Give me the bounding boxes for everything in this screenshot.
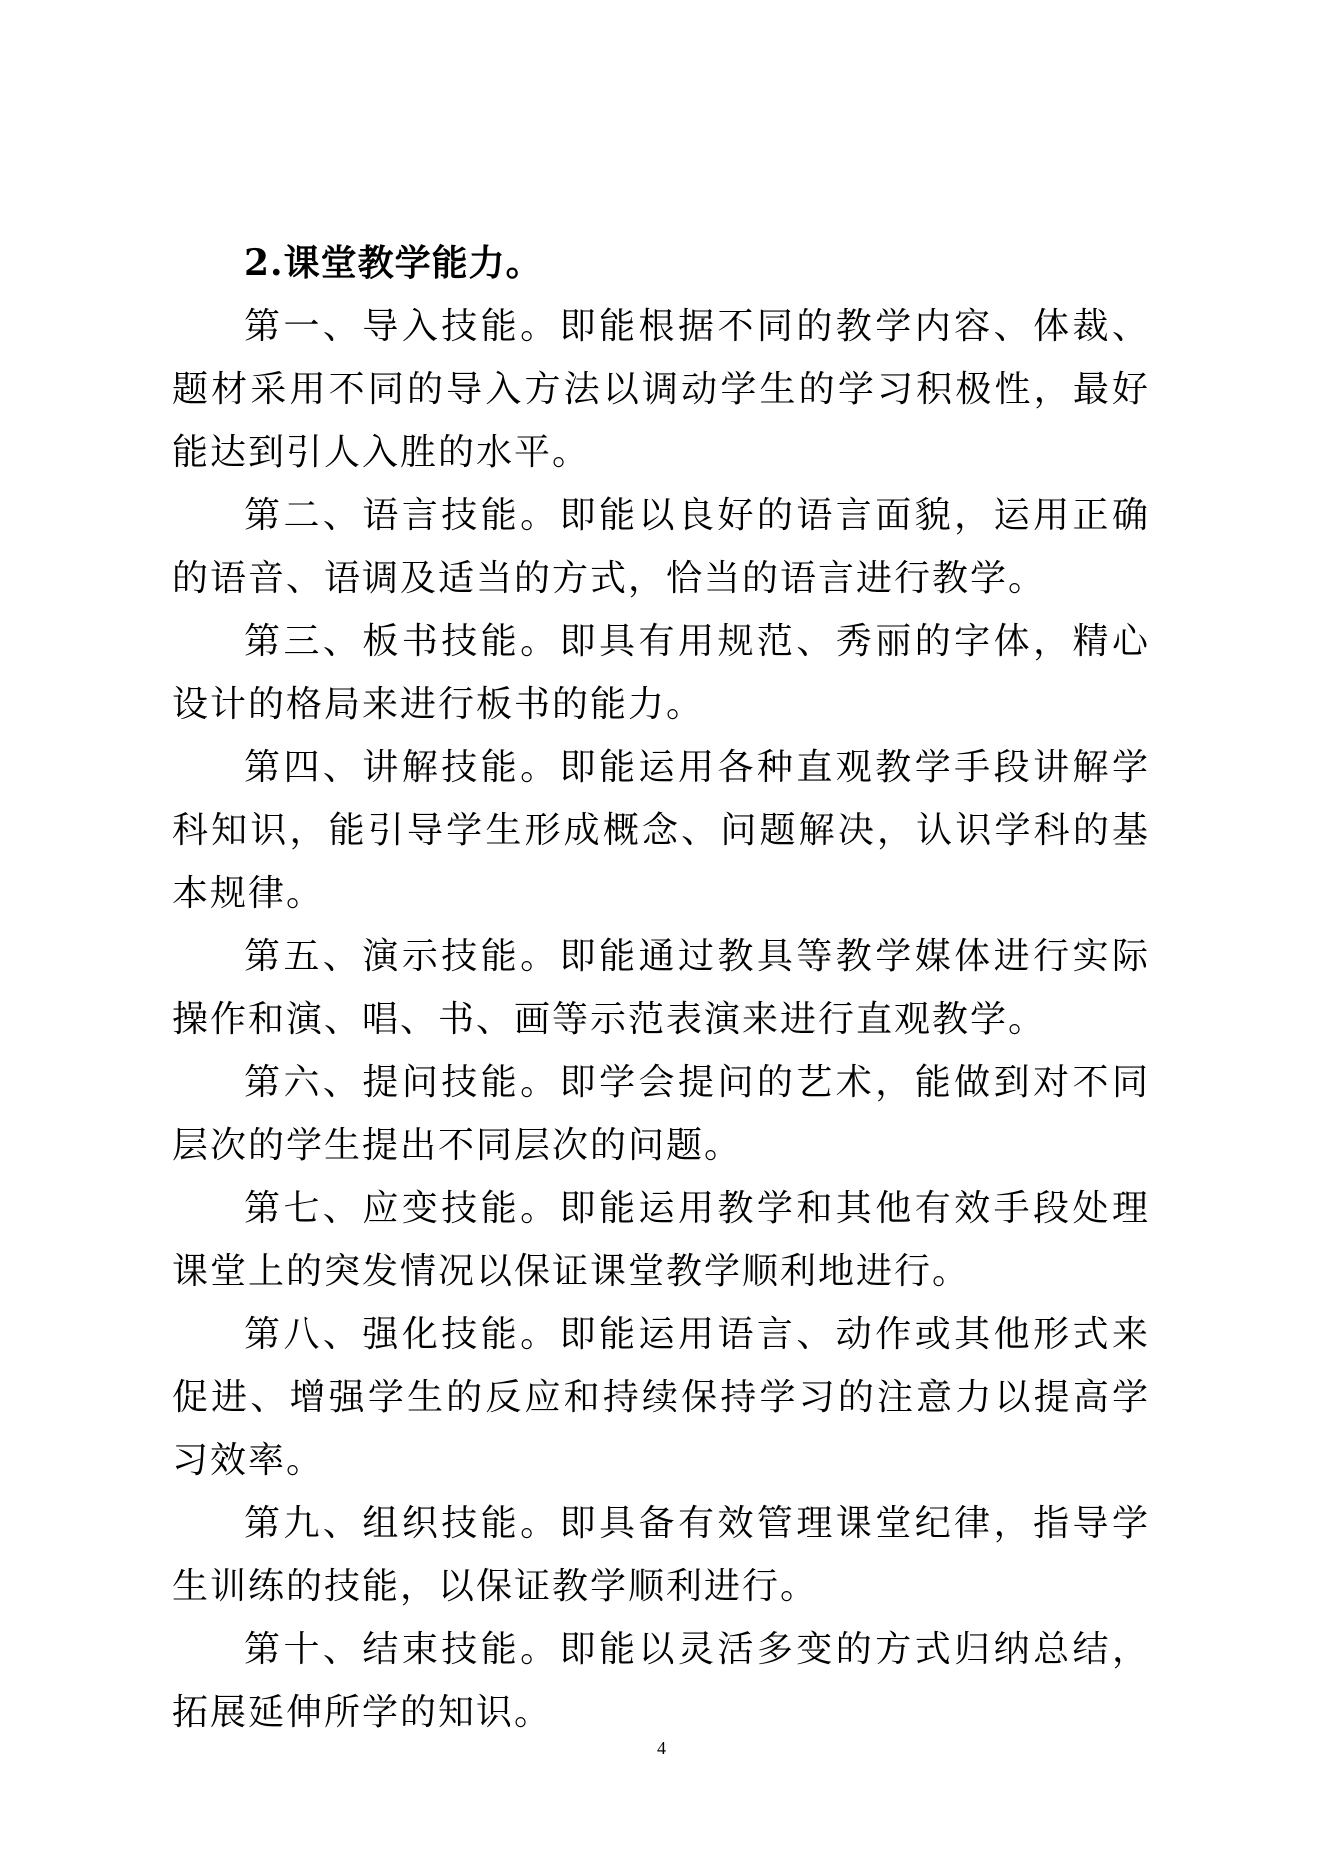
paragraph-10: 第十、结束技能。即能以灵活多变的方式归纳总结，拓展延伸所学的知识。 — [172, 1629, 1150, 1733]
paragraph-6: 第六、提问技能。即学会提问的艺术，能做到对不同层次的学生提出不同层次的问题。 — [172, 1062, 1150, 1166]
paragraph-3: 第三、板书技能。即具有用规范、秀丽的字体，精心设计的格局来进行板书的能力。 — [172, 621, 1150, 725]
paragraph-8: 第八、强化技能。即能运用语言、动作或其他形式来促进、增强学生的反应和持续保持学习的注意力以提高学习效率。 — [172, 1314, 1150, 1481]
page-number: 4 — [657, 1738, 666, 1758]
paragraph-5: 第五、演示技能。即能通过教具等教学媒体进行实际操作和演、唱、书、画等示范表演来进行直观教学。 — [172, 936, 1150, 1040]
paragraph-4: 第四、讲解技能。即能运用各种直观教学手段讲解学科知识，能引导学生形成概念、问题解决，认识学科的基本规律。 — [172, 747, 1150, 914]
paragraph-1: 第一、导入技能。即能根据不同的教学内容、体裁、题材采用不同的导入方法以调动学生的学习积极性，最好能达到引人入胜的水平。 — [172, 306, 1150, 473]
document-body — [172, 232, 1150, 1744]
section-heading: 2.课堂教学能力。 — [244, 242, 543, 284]
paragraph-7: 第七、应变技能。即能运用教学和其他有效手段处理课堂上的突发情况以保证课堂教学顺利地进行。 — [172, 1188, 1150, 1292]
paragraph-2: 第二、语言技能。即能以良好的语言面貌，运用正确的语音、语调及适当的方式，恰当的语言进行教学。 — [172, 495, 1150, 599]
paragraph-9: 第九、组织技能。即具备有效管理课堂纪律，指导学生训练的技能，以保证教学顺利进行。 — [172, 1503, 1150, 1607]
